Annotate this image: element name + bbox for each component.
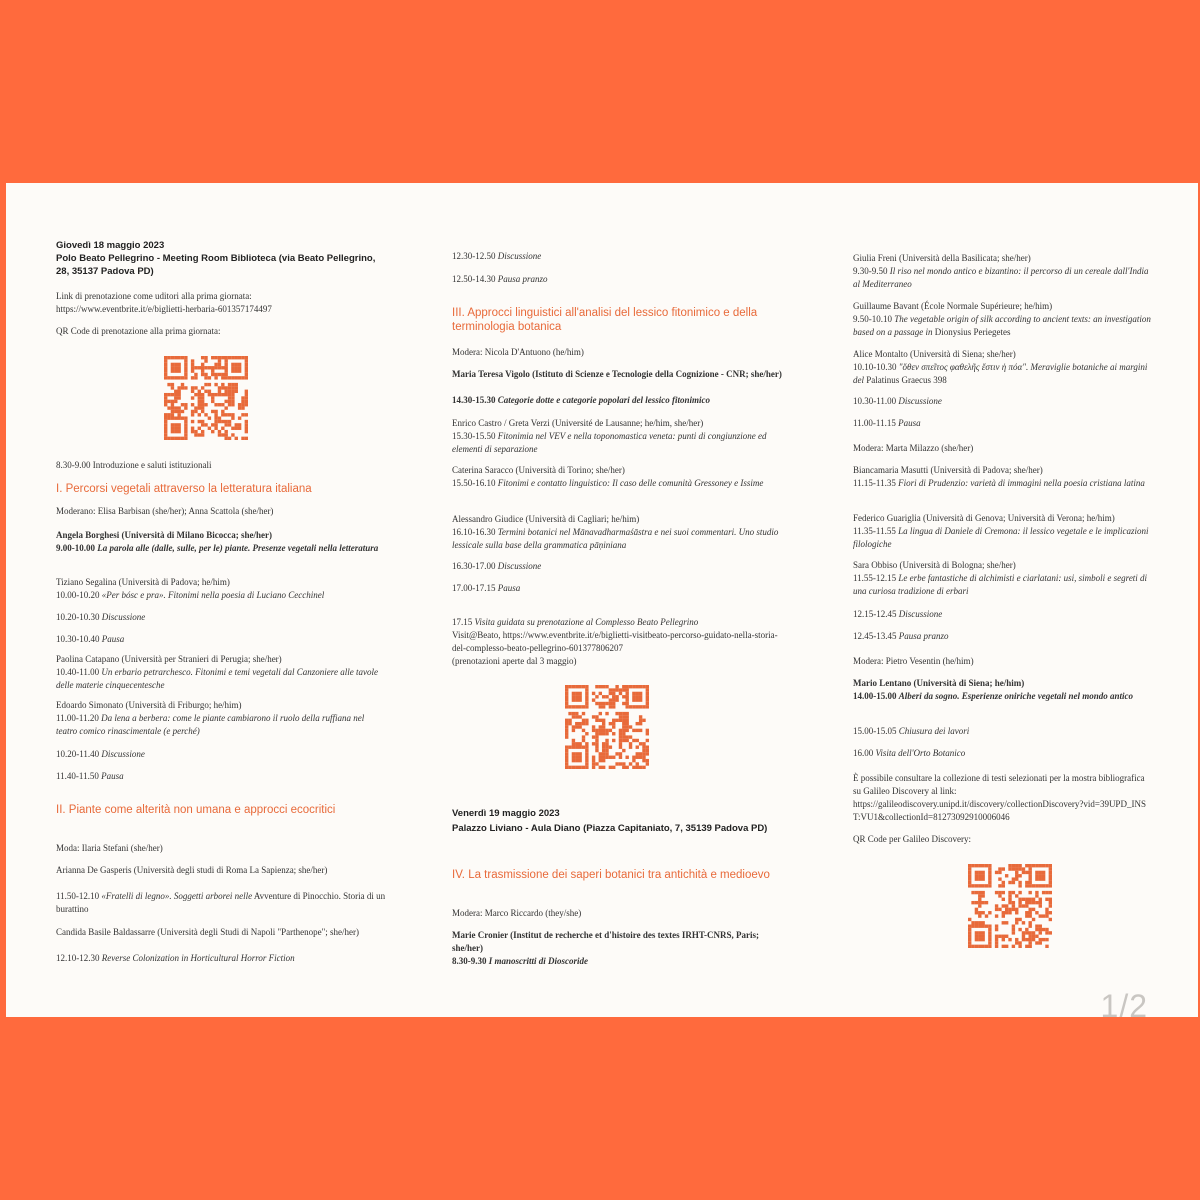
sec3-pausa: 17.00-17.15 Pausa <box>452 583 521 593</box>
sec5-talk2: 11.35-11.55 La lingua di Daniele di Cremona: il lessico vegetale e le implicazioni filologiche <box>853 526 1149 549</box>
sec3-talk1: 14.30-15.30 Categorie dotte e categorie popolari del lessico fitonimico <box>452 395 710 405</box>
sec1-talk4-speaker: Edoardo Simonato (Università di Friburgo; he/him) <box>56 700 242 710</box>
sec5-orto: 16.00 Visita dell'Orto Botanico <box>853 748 966 758</box>
sec4-talk1-speaker: Marie Cronier (Institut de recherche et d'histoire des textes IRHT-CNRS, Paris; she/her) <box>452 930 760 953</box>
sec3-talk1-speaker: Maria Teresa Vigolo (Istituto di Scienze e Tecnologie della Cognizione - CNR; she/her) <box>452 369 782 379</box>
section-3-title: III. Approcci linguistici all'analisi del lessico fitonimico e della terminologia botanica <box>452 307 758 333</box>
intro-line: 8.30-9.00 Introduzione e saluti istituzionali <box>56 460 212 470</box>
sec4-moderator: Modera: Marco Riccardo (they/she) <box>452 908 582 918</box>
sec1-disc1: 10.20-10.30 Discussione <box>56 612 146 622</box>
sec5-moderator2: Modera: Pietro Vesentin (he/him) <box>853 656 974 666</box>
sec5-chiusura: 15.00-15.05 Chiusura dei lavori <box>853 726 970 736</box>
sec2-moderator: Moda: Ilaria Stefani (she/her) <box>56 843 163 853</box>
sec2-talk2: 12.10-12.30 Reverse Colonization in Horticultural Horror Fiction <box>56 953 295 963</box>
sec3-talk2-speaker: Enrico Castro / Greta Verzi (Université de Lausanne; he/him, she/her) <box>452 418 704 428</box>
qr-code-icon[interactable] <box>968 864 1052 948</box>
sec3-talk3: 15.50-16.10 Fitonimi e contatto linguistico: Il caso delle comunità Gressoney e Issime <box>452 478 764 488</box>
sec1-talk3: 10.40-11.00 Un erbario petrarchesco. Fitonimi e temi vegetali dal Canzoniere alle tavole delle materie cinquecentesche <box>56 667 378 690</box>
sec2-talk1: 11.50-12.10 «Fratelli di legno». Soggetti arborei nelle Avventure di Pinocchio. Storia di un burattino <box>56 891 386 914</box>
section-2-title: II. Piante come alterità non umana e approcci ecocritici <box>56 804 336 816</box>
sec1-pausa2: 11.40-11.50 Pausa <box>56 771 124 781</box>
day1-qr-label: QR Code di prenotazione alla prima giornata: <box>56 326 221 336</box>
sec5-talk2-speaker: Federico Guariglia (Università di Genova; Università di Verona; he/him) <box>853 513 1115 523</box>
sec2-pranzo: 12.50-14.30 Pausa pranzo <box>452 274 548 284</box>
sec5-moderator: Modera: Marta Milazzo (she/her) <box>853 443 974 453</box>
sec3-disc: 16.30-17.00 Discussione <box>452 561 542 571</box>
day1-venue: Polo Beato Pellegrino - Meeting Room Biblioteca (via Beato Pellegrino, 28, 35137 Padova PD) <box>56 253 376 277</box>
sec4-talk2: 9.30-9.50 Il riso nel mondo antico e bizantino: il percorso di un cereale dall'India al Mediterraneo <box>853 266 1149 289</box>
galileo-qr-label: QR Code per Galileo Discovery: <box>853 834 971 844</box>
visit-title: 17.15 Visita guidata su prenotazione al Complesso Beato Pellegrino <box>452 617 699 627</box>
programme-page <box>6 183 1198 1017</box>
sec5-talk1-speaker: Biancamaria Masutti (Università di Padova; she/her) <box>853 465 1043 475</box>
qr-code-icon[interactable] <box>164 356 248 440</box>
page-number: 1/2 <box>1100 988 1148 1017</box>
sec1-talk3-speaker: Paolina Catapano (Università per Stranieri di Perugia; she/her) <box>56 654 282 664</box>
sec4-talk3: 9.50-10.10 The vegetable origin of silk according to ancient texts: an investigation based on a passage in Dionysius Periegetes <box>853 314 1151 337</box>
day1-link-url[interactable]: https://www.eventbrite.it/e/biglietti-herbaria-601357174497 <box>56 304 272 314</box>
sec5-talk1: 11.15-11.35 Fiori di Prudenzio: varietà di immagini nella poesia cristiana latina <box>853 478 1145 488</box>
sec2-talk1-speaker: Arianna De Gasperis (Università degli studi di Roma La Sapienza; she/her) <box>56 865 328 875</box>
sec4-disc: 10.30-11.00 Discussione <box>853 396 942 406</box>
sec2-disc: 12.30-12.50 Discussione <box>452 251 542 261</box>
sec1-disc2: 10.20-11.40 Discussione <box>56 749 145 759</box>
day2-venue: Palazzo Liviano - Aula Diano (Piazza Capitaniato, 7, 35139 Padova PD) <box>452 823 768 834</box>
sec1-talk1: 9.00-10.00 La parola alle (dalle, sulle, per le) piante. Presenze vegetali nella letteratura <box>56 543 379 553</box>
qr-code-icon[interactable] <box>565 685 649 769</box>
sec3-moderator: Modera: Nicola D'Antuono (he/him) <box>452 347 584 357</box>
sec1-talk2: 10.00-10.20 «Per bósc e pra». Fitonimi nella poesia di Luciano Cecchinel <box>56 590 325 600</box>
sec1-talk2-speaker: Tiziano Segalina (Università di Padova; he/him) <box>56 577 230 587</box>
sec4-talk1: 8.30-9.30 I manoscritti di Dioscoride <box>452 956 589 966</box>
sec4-talk3-speaker: Guillaume Bavant (École Normale Supérieure; he/him) <box>853 301 1053 311</box>
sec5-talk4: 14.00-15.00 Alberi da sogno. Esperienze oniriche vegetali nel mondo antico <box>853 691 1134 701</box>
section-4-title: IV. La trasmissione dei saperi botanici tra antichità e medioevo <box>452 869 770 881</box>
day1-date: Giovedì 18 maggio 2023 <box>56 240 165 251</box>
galileo-text: È possibile consultare la collezione di testi selezionati per la mostra bibliografica su Galileo Discovery al link: <box>853 773 1145 796</box>
sec4-talk2-speaker: Giulia Freni (Università della Basilicata; she/her) <box>853 253 1031 263</box>
visit-link[interactable]: Visit@Beato, https://www.eventbrite.it/e/biglietti-visitbeato-percorso-guidato-nella-storia-del-complesso-beato-pellegrino-601377806207 <box>452 630 778 653</box>
sec3-talk4-speaker: Alessandro Giudice (Università di Cagliari; he/him) <box>452 514 640 524</box>
sec5-disc: 12.15-12.45 Discussione <box>853 609 943 619</box>
sec5-talk3-speaker: Sara Obbiso (Università di Bologna; she/her) <box>853 560 1016 570</box>
sec5-talk3: 11.55-12.15 Le erbe fantastiche di alchimisti e ciarlatani: usi, simboli e segreti di una curiosa tradizione di erbari <box>853 573 1148 596</box>
sec1-talk1-speaker: Angela Borghesi (Università di Milano Bicocca; she/her) <box>56 530 272 540</box>
sec5-pranzo: 12.45-13.45 Pausa pranzo <box>853 631 949 641</box>
day1-link-label: Link di prenotazione come uditori alla prima giornata: <box>56 291 252 301</box>
sec1-talk4: 11.00-11.20 Da lena a berbera: come le piante cambiarono il ruolo della ruffiana nel teatro comico rinascimentale (e perché) <box>56 713 365 736</box>
sec4-talk4-speaker: Alice Montalto (Università di Siena; she/her) <box>853 349 1016 359</box>
sec3-talk4: 16.10-16.30 Termini botanici nel Mānavadharmaśāstra e nei suoi commentari. Uno studio lessicale sulla base della grammatica pāṇiniana <box>452 527 779 550</box>
sec1-pausa1: 10.30-10.40 Pausa <box>56 634 125 644</box>
visit-note: (prenotazioni aperte dal 3 maggio) <box>452 656 577 666</box>
galileo-url[interactable]: https://galileodiscovery.unipd.it/discovery/collectionDiscovery?vid=39UPD_INST:VU1&collectionId=81273092910006046 <box>853 799 1146 822</box>
sec5-talk4-speaker: Mario Lentano (Università di Siena; he/him) <box>853 678 1025 688</box>
sec4-talk4: 10.10-10.30 "ὄθεν σπεῖτος φαθελῆς ἔστιν ἡ πόα". Meraviglie botaniche ai margini del Palatinus Graecus 398 <box>853 362 1148 385</box>
sec3-talk3-speaker: Caterina Saracco (Università di Torino; she/her) <box>452 465 625 475</box>
section-1-title: I. Percorsi vegetali attraverso la letteratura italiana <box>56 483 312 495</box>
sec3-talk2: 15.30-15.50 Fitonimia nel VEV e nella toponomastica veneta: punti di congiunzione ed elementi di separazione <box>452 431 767 454</box>
sec4-pausa: 11.00-11.15 Pausa <box>853 418 921 428</box>
sec1-moderators: Moderano: Elisa Barbisan (she/her); Anna Scattola (she/her) <box>56 506 274 516</box>
day2-date: Venerdì 19 maggio 2023 <box>452 808 560 819</box>
sec2-talk2-speaker: Candida Basile Baldassarre (Università degli Studi di Napoli "Parthenope"; she/her) <box>56 927 360 937</box>
